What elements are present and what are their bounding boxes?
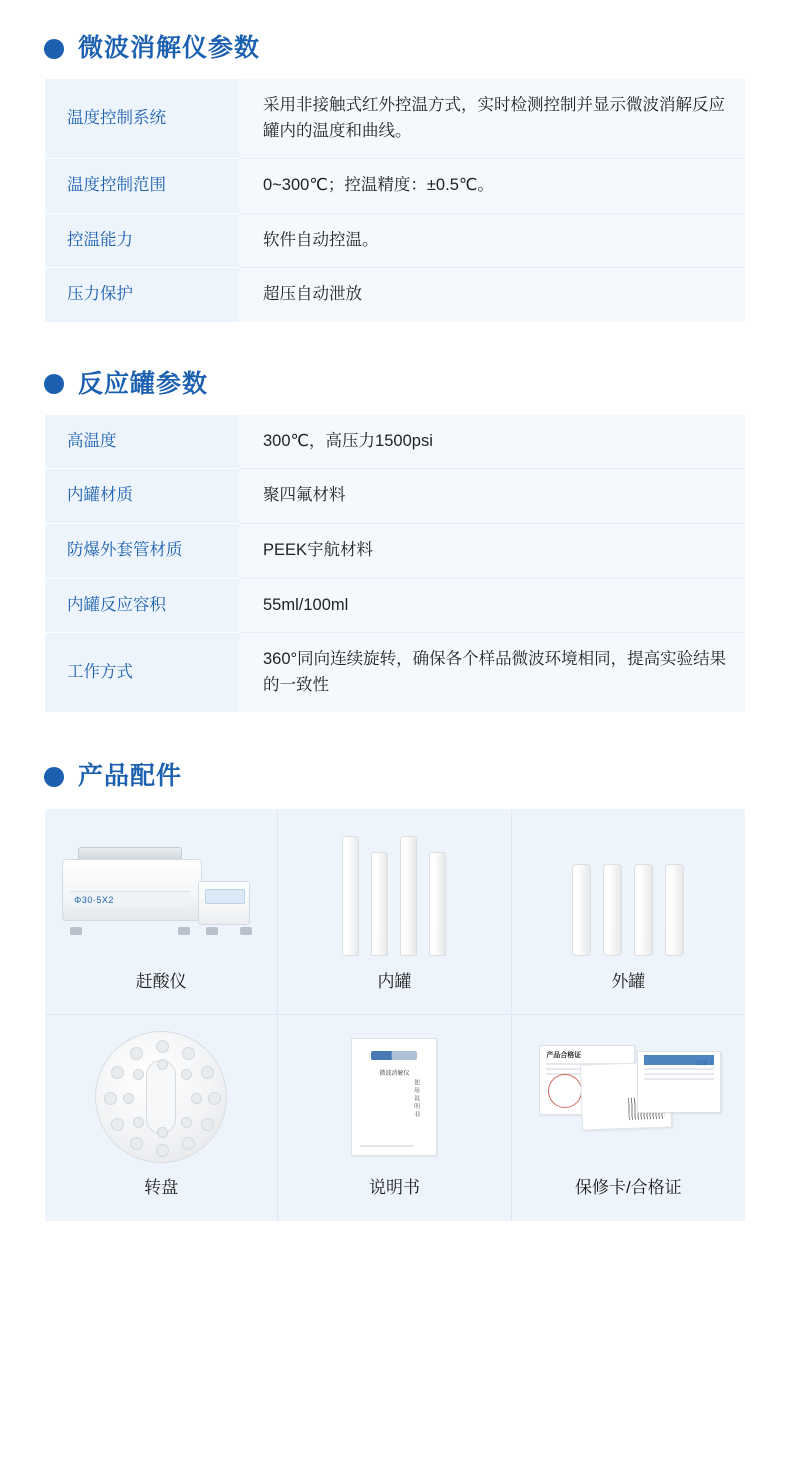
- turntable-hole: [191, 1093, 202, 1104]
- manual-vertical-text: 使用说明书: [412, 1079, 419, 1120]
- manual-cover-title: 微波消解仪: [379, 1071, 410, 1078]
- section-reaction-vessel: [0, 322, 790, 712]
- spec-value: 聚四氟材料: [239, 469, 745, 524]
- table-row: [45, 578, 745, 633]
- accessory-item-manual: [278, 1015, 511, 1221]
- section-accessories: [0, 712, 790, 1221]
- turntable-hole: [133, 1117, 144, 1128]
- spec-key: 控温能力: [45, 213, 239, 268]
- turntable-hole: [182, 1137, 195, 1150]
- instrument-body: [62, 859, 202, 921]
- spec-value: 采用非接触式红外控温方式，实时检测控制并显示微波消解反应罐内的温度和曲线。: [239, 79, 745, 159]
- spec-key: 温度控制范围: [45, 159, 239, 214]
- spec-value: 55ml/100ml: [239, 578, 745, 633]
- bullet-dot-icon: [44, 374, 64, 394]
- turntable-hole: [111, 1066, 124, 1079]
- turntable-hole: [201, 1066, 214, 1079]
- tube: [371, 852, 388, 956]
- turntable-hole: [130, 1047, 143, 1060]
- certificate-line: [644, 1078, 714, 1080]
- table-row: [45, 469, 745, 524]
- table-row: [45, 268, 745, 322]
- spec-value: 超压自动泄放: [239, 268, 745, 322]
- certificate-title: 产品合格证: [546, 1052, 582, 1060]
- accessory-label: 内罐: [377, 972, 412, 992]
- manual-booklet-icon: [278, 1027, 510, 1167]
- turntable-hole: [181, 1117, 192, 1128]
- spec-table-digester: [45, 79, 745, 322]
- instrument-display-text: Φ30·5X2: [70, 891, 190, 907]
- certificate-stamp-icon: [548, 1074, 582, 1108]
- tube: [603, 864, 622, 956]
- table-row: [45, 159, 745, 214]
- accessory-item-outer-vessel: [512, 809, 745, 1015]
- section-title: 微波消解仪参数: [78, 34, 261, 62]
- inner-vessel-tubes-icon: [278, 821, 510, 961]
- spec-value: PEEK宇航材料: [239, 523, 745, 578]
- turntable-hole: [156, 1144, 169, 1157]
- spec-key: 温度控制系统: [45, 79, 239, 159]
- tube: [634, 864, 653, 956]
- tube: [429, 852, 446, 956]
- spec-value: 360°同向连续旋转，确保各个样品微波环境相同，提高实验结果的一致性: [239, 633, 745, 713]
- spec-key: 内罐反应容积: [45, 578, 239, 633]
- turntable-hole: [182, 1047, 195, 1060]
- section-microwave-digester: [0, 0, 790, 322]
- turntable-hole: [104, 1092, 117, 1105]
- turntable-hole: [201, 1118, 214, 1131]
- section-header: [0, 764, 790, 789]
- tube: [342, 836, 359, 956]
- acid-driver-instrument-icon: [45, 821, 277, 961]
- spec-key: 防爆外套管材质: [45, 523, 239, 578]
- table-row: [45, 523, 745, 578]
- turntable-center-slot: [146, 1060, 176, 1134]
- accessory-label: 保修卡/合格证: [574, 1178, 682, 1198]
- manual-footer-line: [360, 1145, 414, 1147]
- table-row: [45, 633, 745, 713]
- warranty-card: [637, 1051, 721, 1113]
- section-header: [0, 369, 790, 398]
- spec-table-vessel: [45, 415, 745, 712]
- accessory-label: 赶酸仪: [135, 972, 187, 992]
- accessory-label: 说明书: [368, 1178, 420, 1198]
- accessories-grid: [45, 809, 745, 1221]
- certificate-line: [644, 1068, 714, 1070]
- spec-value: 软件自动控温。: [239, 213, 745, 268]
- turntable-hole: [133, 1069, 144, 1080]
- warranty-badge: 保修卡: [696, 1061, 715, 1068]
- certificate-line: [644, 1073, 714, 1075]
- instrument-control-box: [198, 881, 250, 925]
- turntable-hole: [130, 1137, 143, 1150]
- turntable-disc-icon: [45, 1027, 277, 1167]
- table-row: [45, 213, 745, 268]
- section-title: 反应罐参数: [78, 369, 209, 398]
- tube: [572, 864, 591, 956]
- section-header: [0, 36, 790, 61]
- spec-key: 内罐材质: [45, 469, 239, 524]
- table-row: [45, 79, 745, 159]
- warranty-certificate-cards-icon: [512, 1027, 745, 1167]
- accessory-item-acid-driver: [45, 809, 278, 1015]
- turntable-hole: [157, 1127, 168, 1138]
- outer-vessel-tubes-icon: [512, 821, 745, 961]
- instrument-foot: [240, 927, 252, 935]
- spec-key: 工作方式: [45, 633, 239, 713]
- spec-key: 高温度: [45, 415, 239, 469]
- turntable-hole: [111, 1118, 124, 1131]
- accessory-label: 转盘: [144, 1178, 179, 1198]
- accessory-item-warranty-certificate: [512, 1015, 745, 1221]
- spec-value: 0~300℃；控温精度：±0.5℃。: [239, 159, 745, 214]
- spec-value: 300℃，高压力1500psi: [239, 415, 745, 469]
- turntable-hole: [208, 1092, 221, 1105]
- tube: [400, 836, 417, 956]
- table-row: [45, 415, 745, 469]
- tube: [665, 864, 684, 956]
- turntable-hole: [157, 1059, 168, 1070]
- manual-logo: [371, 1051, 417, 1060]
- instrument-foot: [206, 927, 218, 935]
- accessory-label: 外罐: [611, 972, 646, 992]
- turntable-hole: [123, 1093, 134, 1104]
- instrument-control-screen: [205, 889, 245, 904]
- accessory-item-inner-vessel: [278, 809, 511, 1015]
- section-title: 产品配件: [78, 762, 183, 791]
- accessory-item-turntable: [45, 1015, 278, 1221]
- bullet-dot-icon: [44, 39, 64, 59]
- instrument-foot: [70, 927, 82, 935]
- spec-key: 压力保护: [45, 268, 239, 322]
- turntable-hole: [181, 1069, 192, 1080]
- turntable-hole: [156, 1040, 169, 1053]
- instrument-foot: [178, 927, 190, 935]
- bullet-dot-icon: [44, 767, 64, 787]
